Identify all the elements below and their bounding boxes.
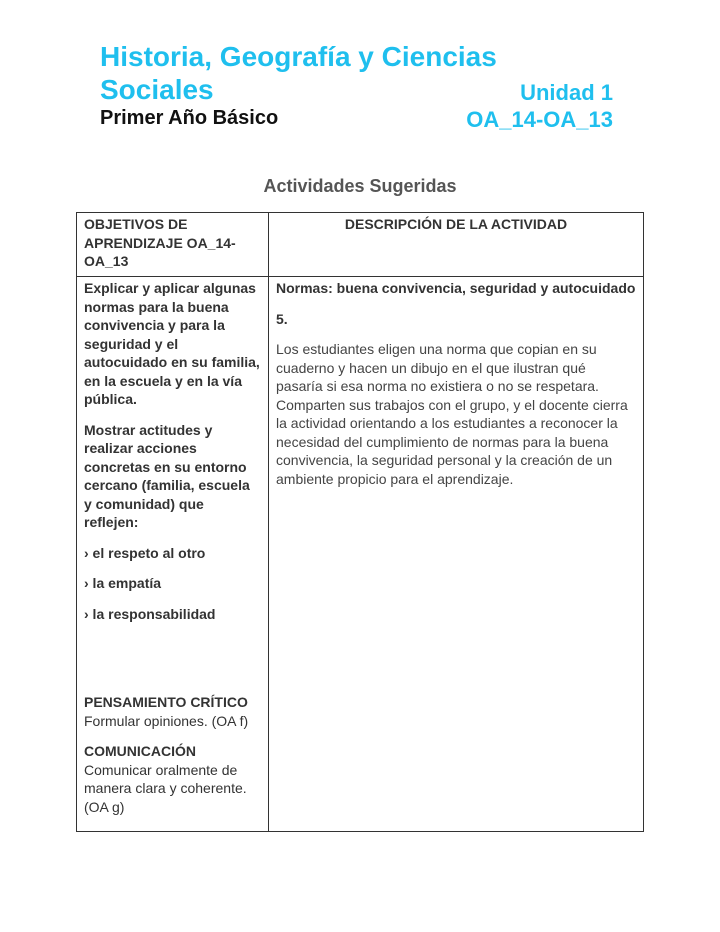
objective-bullet: › la empatía: [84, 575, 162, 591]
subject-title-line2: Sociales: [100, 74, 214, 105]
description-header: DESCRIPCIÓN DE LA ACTIVIDAD: [269, 213, 644, 277]
table-row: [77, 277, 644, 832]
subject-title: [100, 40, 497, 106]
objectives-header: OBJETIVOS DE APRENDIZAJE OA_14-OA_13: [77, 213, 269, 277]
activities-table: [76, 212, 644, 832]
skill-text: Formular opiniones. (OA f): [84, 712, 249, 729]
skill-title: PENSAMIENTO CRÍTICO: [84, 694, 248, 710]
description-cell: [269, 277, 644, 832]
unit-label: Unidad 1: [520, 80, 613, 105]
activity-number: 5.: [276, 310, 288, 327]
section-title: Actividades Sugeridas: [263, 176, 457, 196]
activity-title: Normas: buena convivencia, seguridad y autocuidado: [276, 280, 636, 296]
objectives-cell: [77, 277, 269, 832]
table-header-row: [77, 213, 644, 277]
grade-label: Primer Año Básico: [100, 107, 279, 129]
skill-text: Comunicar oralmente de manera clara y coherente. (OA g): [84, 761, 247, 815]
objective: Mostrar actitudes y realizar acciones concretas en su entorno cercano (familia, escuela y comunidad) que reflejen:: [84, 421, 250, 530]
subject-title-line1: Historia, Geografía y Ciencias: [100, 41, 497, 72]
oa-code: OA_14-OA_13: [466, 107, 613, 132]
objective-bullet: › el respeto al otro: [84, 544, 206, 561]
objective: Explicar y aplicar algunas normas para la buena convivencia y para la seguridad y el autocuidado en su familia, en la escuela y en la vía pública.: [84, 280, 260, 407]
activity-description: Los estudiantes eligen una norma que copian en su cuaderno y hacen un dibujo en el que ilustran qué pasaría si esa norma no existiera o no se respetara. Comparten sus trabajos con el grupo, y el docente cierra la actividad orientando a los estudiantes a reconocer la necesidad del cumplimiento de normas para la buena convivencia, la seguridad personal y la creación de un ambiente propicio para el aprendizaje.: [276, 341, 628, 487]
skill: [84, 693, 261, 730]
skill: [84, 742, 261, 816]
objective-bullet: › la responsabilidad: [84, 605, 216, 622]
skill-title: COMUNICACIÓN: [84, 743, 196, 759]
